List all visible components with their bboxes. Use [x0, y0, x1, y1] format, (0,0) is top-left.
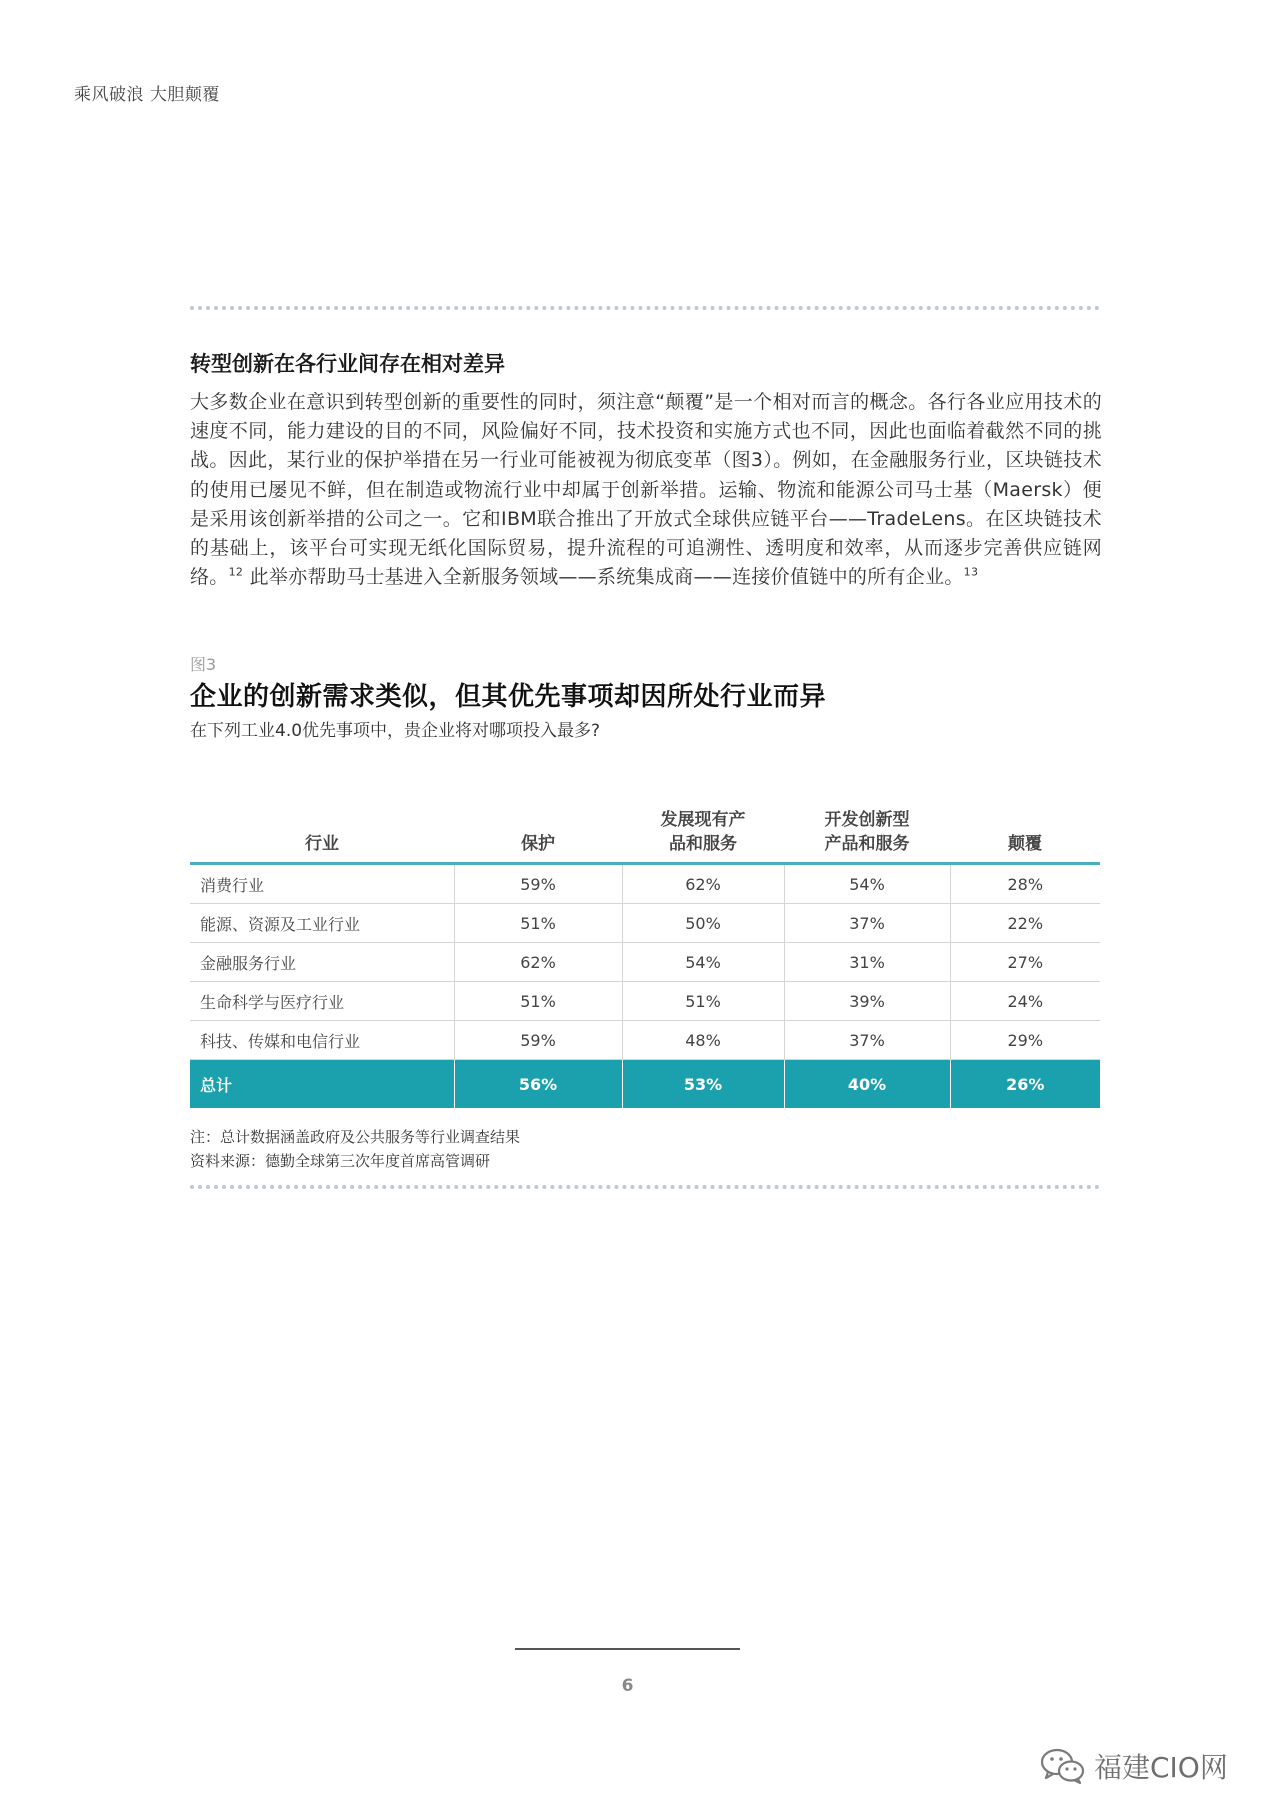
- figure-label: 图3: [190, 655, 217, 674]
- table-row: [190, 904, 1100, 943]
- table-total-value: 26%: [950, 1060, 1100, 1109]
- table-total-value: 53%: [622, 1060, 784, 1109]
- table-row: [190, 943, 1100, 982]
- watermark: [1040, 1746, 1228, 1786]
- industry-priority-table: [190, 808, 1100, 1108]
- table-row: [190, 1021, 1100, 1060]
- table-cell-industry: 生命科学与医疗行业: [190, 982, 454, 1021]
- table-cell-value: 27%: [950, 943, 1100, 982]
- table-cell-value: 37%: [784, 1021, 950, 1060]
- table-cell-value: 50%: [622, 904, 784, 943]
- table-total-value: 40%: [784, 1060, 950, 1109]
- table-cell-value: 39%: [784, 982, 950, 1021]
- footnote-ref-12[interactable]: 12: [228, 565, 244, 579]
- table-cell-value: 54%: [622, 943, 784, 982]
- top-dotted-divider: [190, 306, 1100, 310]
- table-cell-value: 51%: [622, 982, 784, 1021]
- table-cell-value: 31%: [784, 943, 950, 982]
- body-main-text: 大多数企业在意识到转型创新的重要性的同时，须注意“颠覆”是一个相对而言的概念。各行各业应用技术的速度不同，能力建设的目的不同，风险偏好不同，技术投资和实施方式也不同，因此也面临着截然不同的挑战。因此，某行业的保护举措在另一行业可能被视为彻底变革（图3）。例如，在金融服务行业，区块链技术的使用已屡见不鲜，但在制造或物流行业中却属于创新举措。运输、物流和能源公司马士基（Maersk）便是采用该创新举措的公司之一。它和IBM联合推出了开放式全球供应链平台——TradeLens。在区块链技术的基础上，该平台可实现无纸化国际贸易，提升流程的可追溯性、透明度和效率，从而逐步完善供应链网络。: [190, 391, 1102, 589]
- table-total-row: [190, 1060, 1100, 1109]
- body-cont-text: 此举亦帮助马士基进入全新服务领域——系统集成商——连接价值链中的所有企业。: [249, 566, 964, 589]
- table-cell-industry: 科技、传媒和电信行业: [190, 1021, 454, 1060]
- table-cell-industry: 能源、资源及工业行业: [190, 904, 454, 943]
- table-cell-value: 29%: [950, 1021, 1100, 1060]
- figure-subtitle: 在下列工业4.0优先事项中，贵企业将对哪项投入最多?: [190, 721, 601, 741]
- table-row: [190, 982, 1100, 1021]
- table-cell-value: 51%: [454, 904, 622, 943]
- wechat-icon: [1040, 1747, 1086, 1785]
- section-title: 转型创新在各行业间存在相对差异: [190, 352, 505, 376]
- table-header-row: [190, 808, 1100, 864]
- table-cell-value: 37%: [784, 904, 950, 943]
- column-header-develop-innovative: 开发创新型 产品和服务: [784, 808, 950, 864]
- table-total-value: 56%: [454, 1060, 622, 1109]
- running-header: 乘风破浪 大胆颠覆: [74, 85, 220, 105]
- bottom-dotted-divider: [190, 1185, 1100, 1189]
- column-header-disrupt: 颠覆: [950, 808, 1100, 864]
- footnote-ref-13[interactable]: 13: [963, 565, 979, 579]
- table-cell-value: 24%: [950, 982, 1100, 1021]
- section-body: [190, 388, 1102, 592]
- figure-title: 企业的创新需求类似，但其优先事项却因所处行业而异: [190, 682, 827, 712]
- table-cell-value: 59%: [454, 864, 622, 904]
- table-note: 注：总计数据涵盖政府及公共服务等行业调查结果: [190, 1128, 521, 1146]
- column-header-industry: 行业: [190, 808, 454, 864]
- table-cell-value: 59%: [454, 1021, 622, 1060]
- column-header-protect: 保护: [454, 808, 622, 864]
- table-cell-industry: 消费行业: [190, 864, 454, 904]
- footer-divider: [515, 1648, 740, 1650]
- column-header-develop-existing: 发展现有产 品和服务: [622, 808, 784, 864]
- table-cell-value: 62%: [622, 864, 784, 904]
- table-cell-value: 62%: [454, 943, 622, 982]
- table-row: [190, 864, 1100, 904]
- table-total-label: 总计: [190, 1060, 454, 1109]
- table-source: 资料来源：德勤全球第三次年度首席高管调研: [190, 1152, 491, 1170]
- table-cell-value: 51%: [454, 982, 622, 1021]
- table-cell-value: 48%: [622, 1021, 784, 1060]
- table-cell-value: 28%: [950, 864, 1100, 904]
- table-cell-value: 22%: [950, 904, 1100, 943]
- watermark-text: 福建CIO网: [1094, 1751, 1228, 1784]
- table-cell-industry: 金融服务行业: [190, 943, 454, 982]
- table-cell-value: 54%: [784, 864, 950, 904]
- page-number: 6: [621, 1676, 634, 1696]
